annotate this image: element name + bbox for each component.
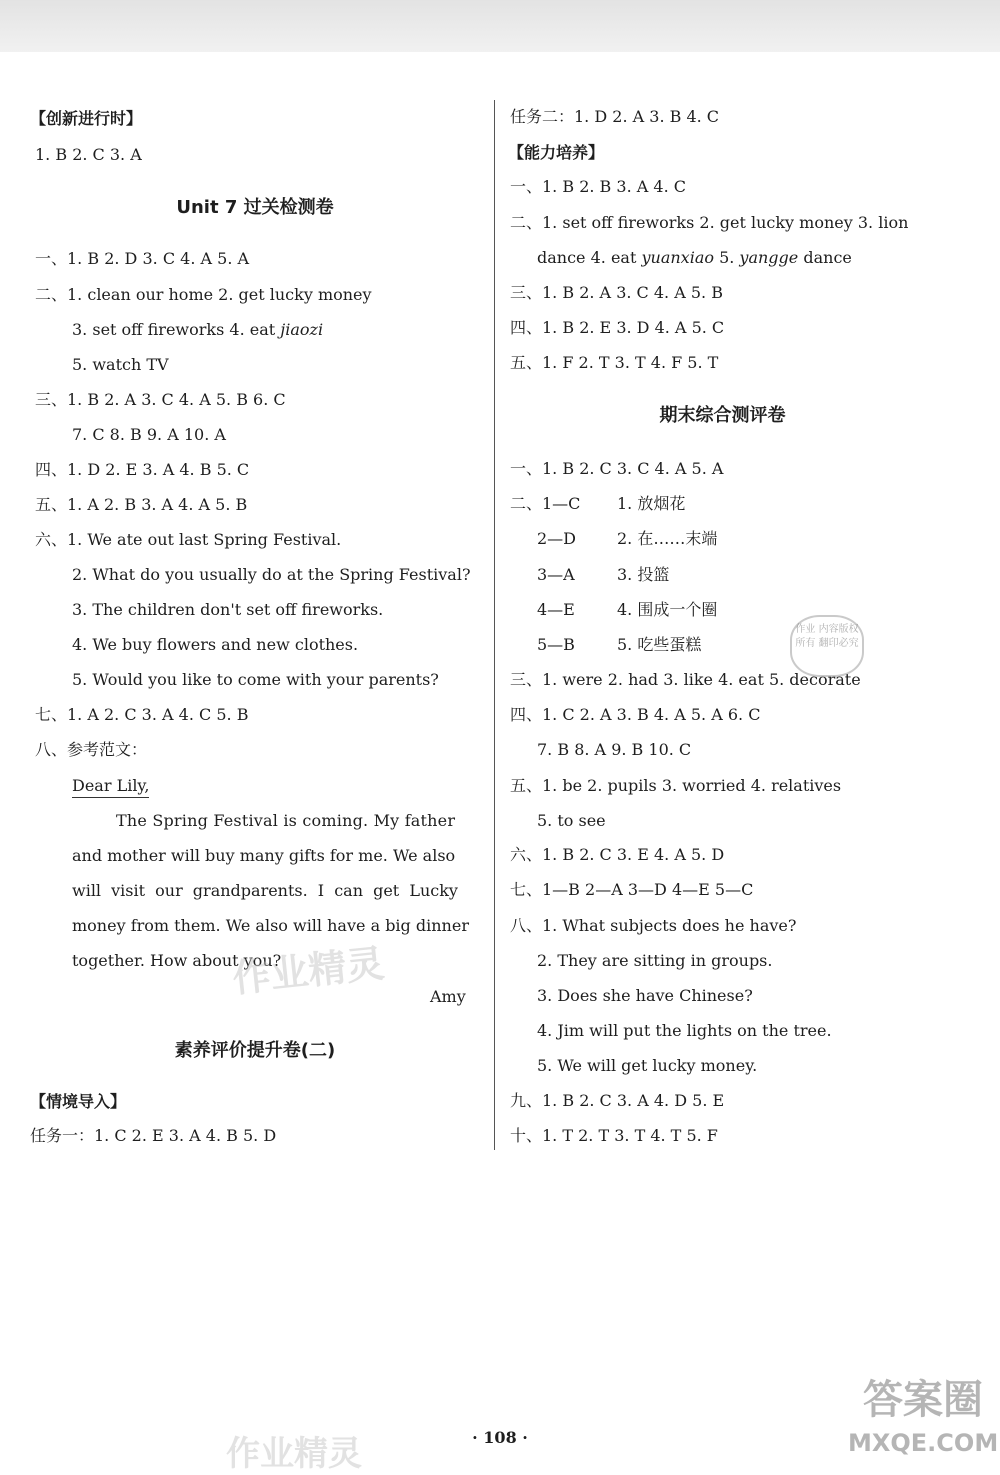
f-q8-1: 八、1. What subjects does he have?	[510, 916, 797, 935]
site-logo-url: MXQE.COM	[848, 1429, 999, 1457]
letter-greeting: Dear Lily,	[72, 775, 149, 798]
letter-line-2: and mother will buy many gifts for me. We also	[72, 846, 456, 865]
column-divider	[494, 100, 495, 1150]
scan-top-shadow	[0, 0, 1000, 52]
task1: 任务一：1. C 2. E 3. A 4. B 5. D	[30, 1126, 277, 1145]
f-q9: 九、1. B 2. C 3. A 4. D 5. E	[510, 1091, 725, 1110]
watermark-bottom: 作业精灵	[226, 1434, 362, 1474]
copyright-stamp: 作业 内容版权所有 翻印必究	[790, 615, 864, 677]
u7-q6-1: 六、1. We ate out last Spring Festival.	[35, 530, 342, 549]
u7-q6-4: 4. We buy flowers and new clothes.	[72, 635, 359, 654]
u7-q2-b	[72, 319, 323, 341]
f-q5-b: 5. to see	[537, 811, 606, 830]
final-title: 期末综合测评卷	[659, 405, 786, 426]
innovation-answers: 1. B 2. C 3. A	[35, 145, 142, 164]
f-q6: 六、1. B 2. C 3. E 4. A 5. D	[510, 845, 725, 864]
f-q2-row-1-meaning: 1. 放烟花	[617, 494, 686, 513]
site-logo-text: 答案圈	[863, 1377, 983, 1423]
f-q2-row-3-meaning: 3. 投篮	[617, 565, 670, 584]
a-q2-b-text-3: dance	[798, 248, 852, 267]
u7-q4: 四、1. D 2. E 3. A 4. B 5. C	[35, 460, 250, 479]
suyang-title: 素养评价提升卷(二)	[174, 1040, 336, 1061]
letter-line-3: will visit our grandparents. I can get Lucky	[72, 881, 458, 900]
f-q8-2: 2. They are sitting in groups.	[537, 951, 773, 970]
ability-heading: 【能力培养】	[508, 143, 605, 162]
letter-line-1: The Spring Festival is coming. My father	[116, 811, 456, 830]
a-q1: 一、1. B 2. B 3. A 4. C	[510, 177, 686, 196]
a-q5: 五、1. F 2. T 3. T 4. F 5. T	[510, 353, 719, 372]
innovation-heading: 【创新进行时】	[30, 109, 143, 128]
a-q2-a: 二、1. set off fireworks 2. get lucky money 3. lion	[510, 213, 909, 232]
letter-line-4: money from them. We also will have a big dinner	[72, 916, 469, 935]
f-q2-row-1-pair: 二、1—C	[510, 494, 581, 513]
f-q3: 三、1. were 2. had 3. like 4. eat 5. decorate	[510, 670, 861, 689]
f-q2-row-5-pair: 5—B	[537, 635, 575, 654]
u7-q6-3: 3. The children don't set off fireworks.	[72, 600, 384, 619]
f-q2-row-3-pair: 3—A	[537, 565, 575, 584]
u7-q2-b-text: 3. set off fireworks 4. eat	[72, 320, 281, 339]
u7-q1: 一、1. B 2. D 3. C 4. A 5. A	[35, 249, 250, 268]
f-q2-row-2-meaning: 2. 在……末端	[617, 529, 718, 548]
u7-q6-5: 5. Would you like to come with your parents?	[72, 670, 439, 689]
a-q3: 三、1. B 2. A 3. C 4. A 5. B	[510, 283, 723, 302]
a-q2-b	[537, 247, 852, 269]
u7-q6-2: 2. What do you usually do at the Spring Festival?	[72, 565, 471, 584]
f-q4-b: 7. B 8. A 9. B 10. C	[537, 740, 692, 759]
a-q2-b-text-1: dance 4. eat	[537, 248, 642, 267]
u7-q3-a: 三、1. B 2. A 3. C 4. A 5. B 6. C	[35, 390, 286, 409]
letter-signature: Amy	[430, 987, 466, 1006]
a-q2-b-text-2: 5.	[713, 248, 740, 267]
context-heading: 【情境导入】	[30, 1092, 127, 1111]
f-q10: 十、1. T 2. T 3. T 4. T 5. F	[510, 1126, 718, 1145]
u7-q3-b: 7. C 8. B 9. A 10. A	[72, 425, 226, 444]
f-q4-a: 四、1. C 2. A 3. B 4. A 5. A 6. C	[510, 705, 761, 724]
page-number: · 108 ·	[472, 1428, 528, 1447]
f-q2-row-5-meaning: 5. 吃些蛋糕	[617, 635, 702, 654]
a-q2-b-italic-2: yangge	[739, 248, 799, 267]
u7-q2-a: 二、1. clean our home 2. get lucky money	[35, 285, 372, 304]
a-q4: 四、1. B 2. E 3. D 4. A 5. C	[510, 318, 725, 337]
task2: 任务二：1. D 2. A 3. B 4. C	[510, 107, 720, 126]
f-q8-3: 3. Does she have Chinese?	[537, 986, 753, 1005]
u7-q5: 五、1. A 2. B 3. A 4. A 5. B	[35, 495, 248, 514]
u7-q7: 七、1. A 2. C 3. A 4. C 5. B	[35, 705, 249, 724]
site-logo	[848, 1372, 998, 1468]
u7-q2-b-italic: jiaozi	[280, 320, 324, 339]
watermark-center: 作业精灵	[230, 941, 387, 1001]
f-q8-5: 5. We will get lucky money.	[537, 1056, 758, 1075]
letter-line-5: together. How about you?	[72, 951, 282, 970]
f-q2-row-4-pair: 4—E	[537, 600, 575, 619]
f-q1: 一、1. B 2. C 3. C 4. A 5. A	[510, 459, 724, 478]
f-q7: 七、1—B 2—A 3—D 4—E 5—C	[510, 880, 754, 899]
f-q5-a: 五、1. be 2. pupils 3. worried 4. relatives	[510, 776, 842, 795]
u7-q2-c: 5. watch TV	[72, 355, 169, 374]
u7-q8: 八、参考范文：	[35, 740, 148, 759]
a-q2-b-italic-1: yuanxiao	[641, 248, 714, 267]
f-q8-4: 4. Jim will put the lights on the tree.	[537, 1021, 832, 1040]
unit7-title: Unit 7 过关检测卷	[176, 197, 334, 218]
f-q2-row-4-meaning: 4. 围成一个圈	[617, 600, 718, 619]
f-q2-row-2-pair: 2—D	[537, 529, 577, 548]
